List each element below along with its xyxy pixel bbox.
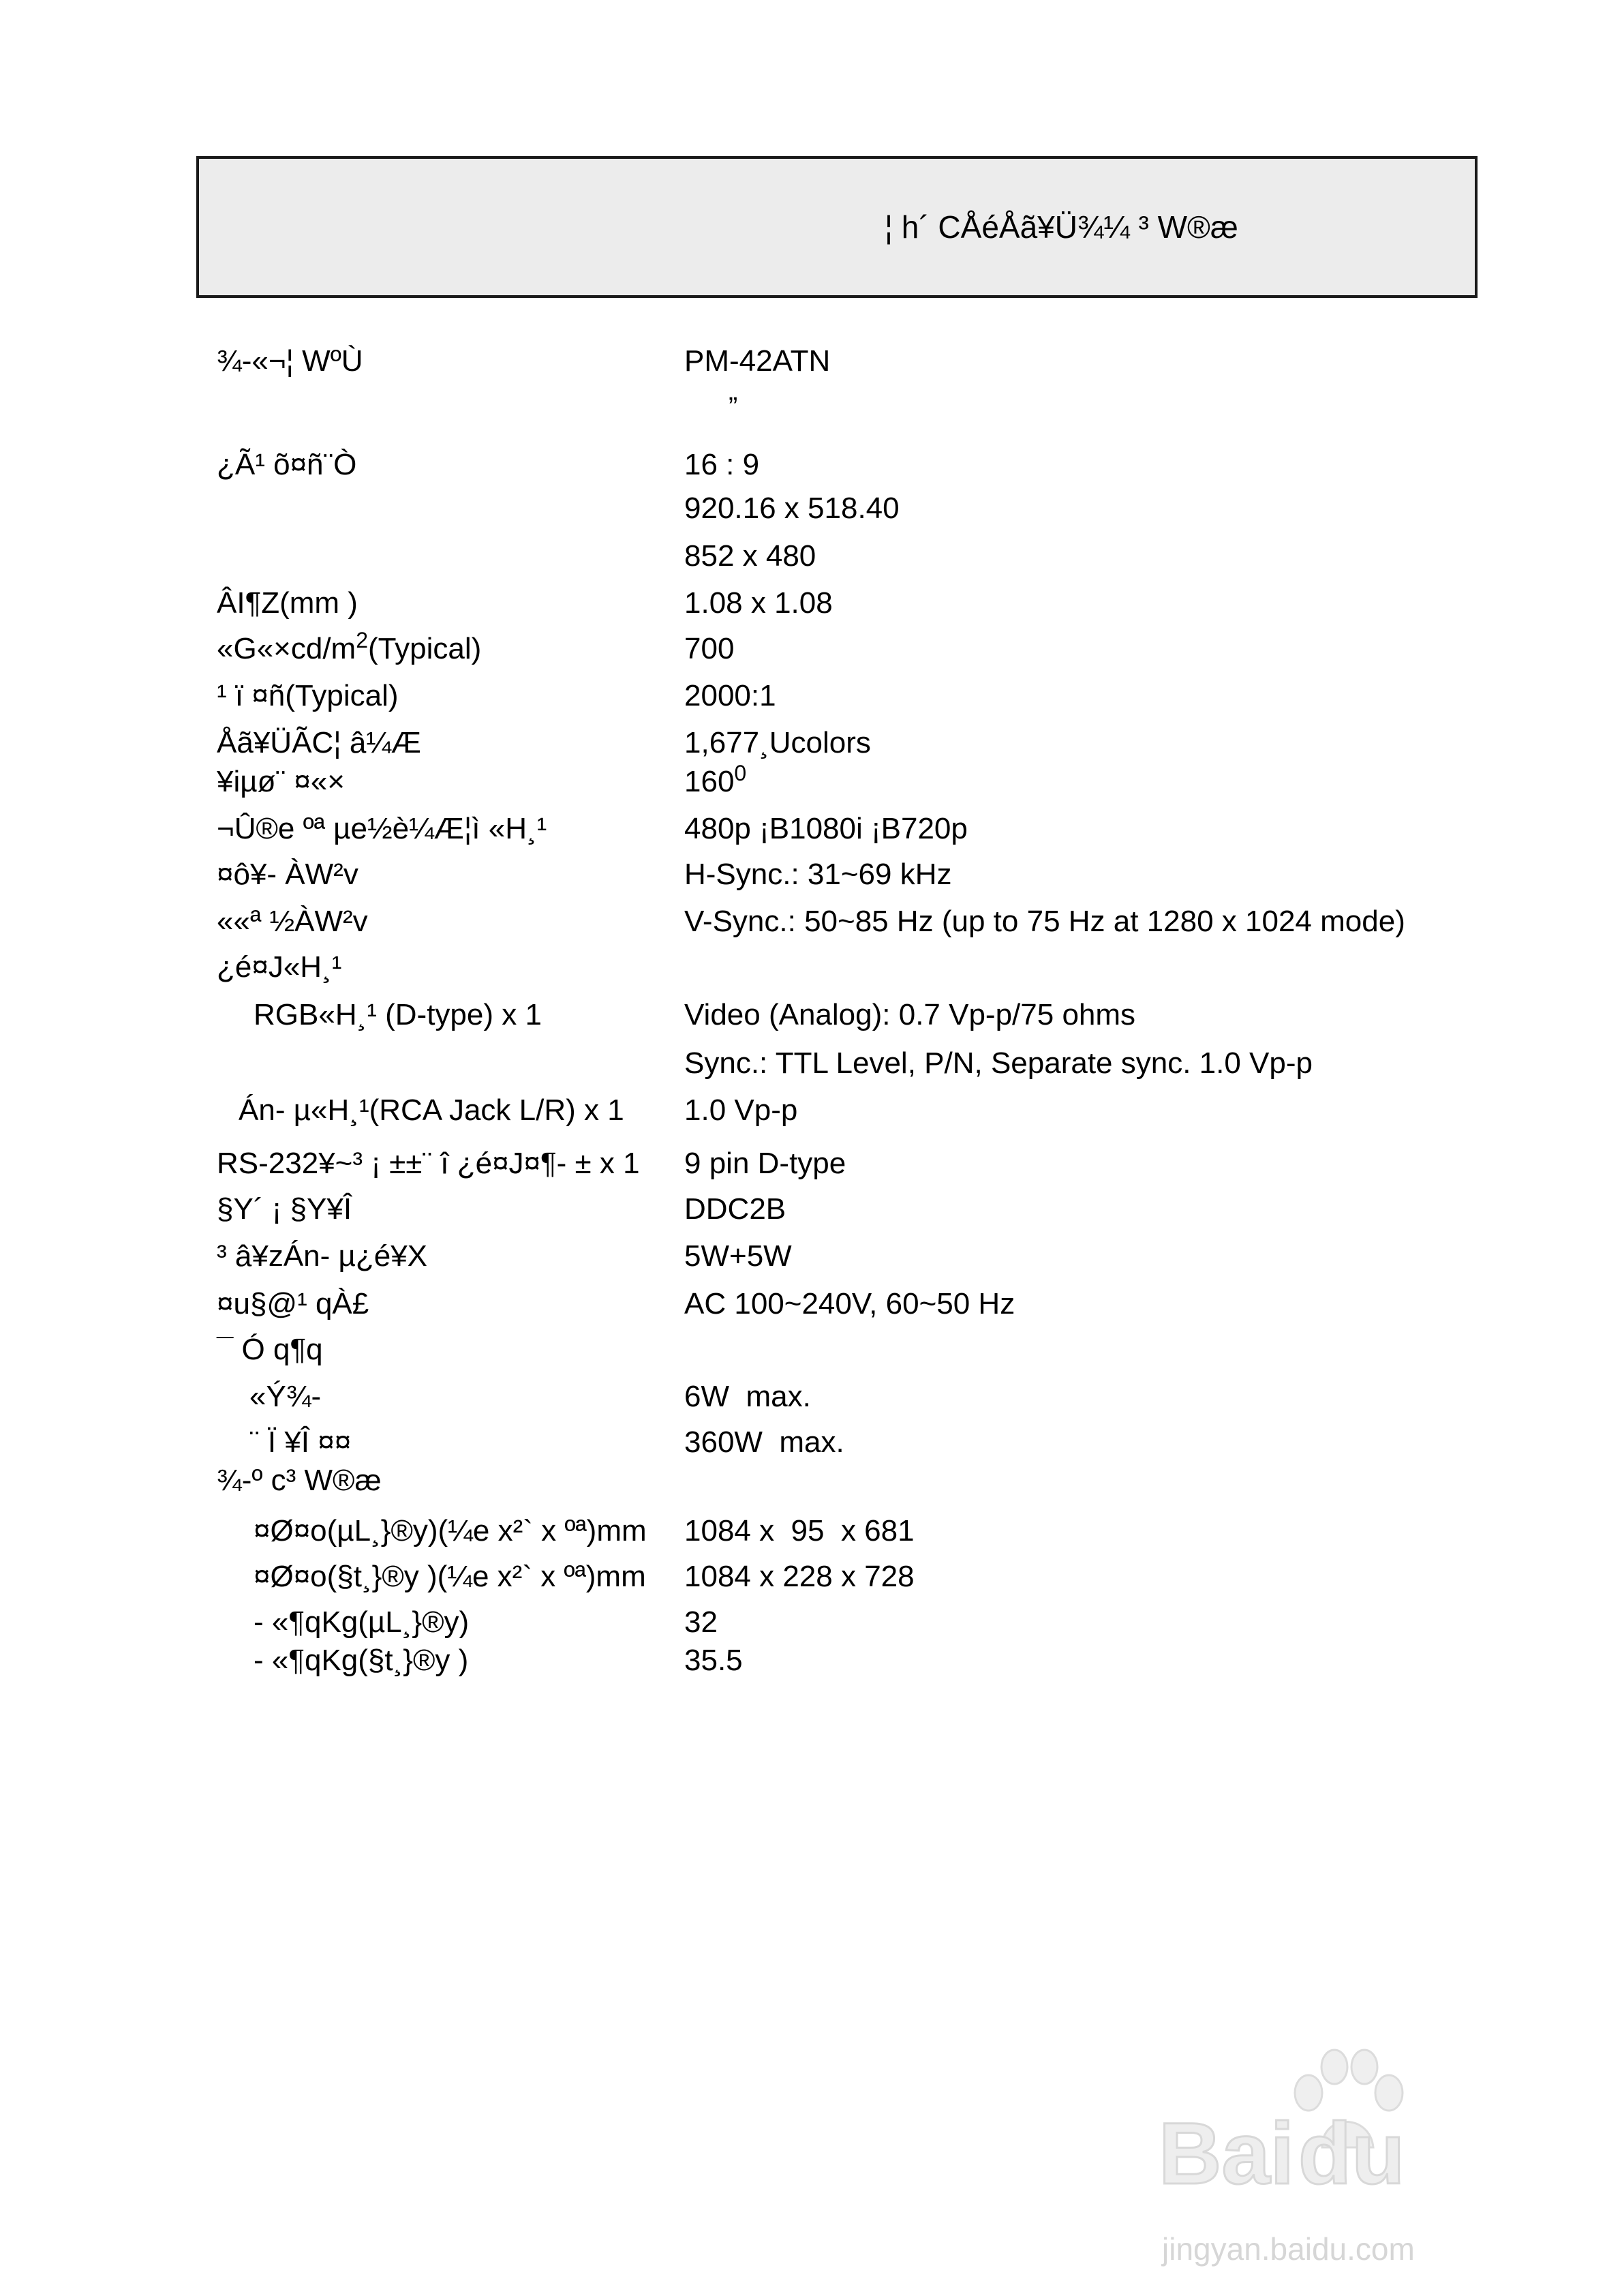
- spec-row: [0, 1643, 1622, 1678]
- spec-value: 1.0 Vp-p: [684, 1093, 798, 1127]
- spec-value: 5W+5W: [684, 1239, 792, 1273]
- spec-value: 1.08 x 1.08: [684, 586, 833, 620]
- spec-label: ¤Ø¤o(§t¸}®y )(¼e x²` x ºª)mm: [254, 1560, 646, 1593]
- watermark-url: jingyan.baidu.com: [1162, 2231, 1415, 2267]
- spec-row: [0, 1559, 1622, 1595]
- spec-value: 6W max.: [684, 1380, 811, 1413]
- spec-row: [0, 1046, 1622, 1081]
- spec-value: [684, 761, 747, 802]
- spec-row: [0, 857, 1622, 892]
- spec-label: ¬Û®e ºª µe½è¼Æ¦ì «H¸¹: [217, 812, 547, 845]
- spec-label: ««ª ½ÀW²v: [217, 905, 368, 938]
- spec-row: [0, 1379, 1622, 1415]
- spec-value: 1084 x 95 x 681: [684, 1514, 915, 1547]
- spec-label: ¤u§@¹ qÀ£: [217, 1287, 369, 1320]
- spec-label: Åã¥ÜÃC¦ â¼Æ: [217, 726, 422, 759]
- spec-row: [0, 586, 1622, 621]
- superscript: 0: [734, 761, 747, 785]
- page-title: ¦ h´ CÅéÅã¥Ü¾¼ ³ W®æ: [885, 209, 1238, 245]
- spec-row: [0, 725, 1622, 761]
- spec-value: Video (Analog): 0.7 Vp-p/75 ohms: [684, 998, 1136, 1031]
- spec-value: DDC2B: [684, 1192, 786, 1226]
- spec-label: - «¶qKg(§t¸}®y ): [254, 1644, 469, 1677]
- spec-row: [0, 904, 1622, 939]
- spec-row: [0, 1463, 1622, 1498]
- spec-value: 35.5: [684, 1644, 743, 1677]
- spec-label: ¹ ï ¤ñ(Typical): [217, 679, 399, 712]
- watermark-logo-du: du: [1298, 2105, 1405, 2203]
- spec-label: ¤ô¥- ÀW²v: [217, 858, 358, 891]
- spec-row: [0, 1146, 1622, 1181]
- spec-row: [0, 1513, 1622, 1549]
- spec-label: ³ â¥zÁn- µ¿é¥X: [217, 1239, 428, 1273]
- spec-row: [0, 1239, 1622, 1274]
- spec-row: [0, 997, 1622, 1033]
- spec-label: «Ý¾-: [249, 1380, 322, 1413]
- spec-label: - «¶qKg(µL¸}®y): [254, 1605, 470, 1639]
- spec-value: H-Sync.: 31~69 kHz: [684, 858, 952, 891]
- spec-label: RGB«H¸¹ (D-type) x 1: [254, 998, 542, 1031]
- spec-row: [0, 811, 1622, 847]
- spec-value-text: 160: [684, 765, 735, 798]
- spec-value: 16 : 9: [684, 448, 760, 481]
- spec-row: [0, 389, 1622, 425]
- spec-row: [0, 539, 1622, 574]
- spec-value: PM-42ATN: [684, 344, 831, 378]
- spec-value: 2000:1: [684, 679, 776, 712]
- spec-label: [217, 628, 482, 669]
- spec-value: 1084 x 228 x 728: [684, 1560, 915, 1593]
- spec-row: [0, 761, 1622, 800]
- spec-label: ¿Ã¹ õ¤ñ¨Ò: [217, 448, 357, 481]
- spec-label: §Y´ ¡ §Y¥Î: [217, 1192, 352, 1226]
- spec-row: [0, 1192, 1622, 1227]
- spec-label: ¯ Ó q¶q: [217, 1333, 323, 1366]
- spec-row: [0, 1425, 1622, 1460]
- model-mark: ”: [729, 392, 738, 422]
- spec-row: [0, 950, 1622, 985]
- spec-row: [0, 1605, 1622, 1640]
- spec-row: [0, 1093, 1622, 1128]
- spec-value: 852 x 480: [684, 539, 816, 573]
- spec-label: ¨ Ï ¥Î ¤¤: [249, 1425, 352, 1459]
- spec-value: 920.16 x 518.40: [684, 492, 900, 525]
- spec-row: [0, 628, 1622, 667]
- spec-value: V-Sync.: 50~85 Hz (up to 75 Hz at 1280 x 1024 mode): [684, 905, 1405, 938]
- spec-value: Sync.: TTL Level, P/N, Separate sync. 1.0 Vp-p: [684, 1046, 1313, 1080]
- spec-title-box: [196, 156, 1478, 298]
- spec-row: [0, 1332, 1622, 1368]
- spec-label: ÂI¶Z(mm ): [217, 586, 358, 620]
- spec-row: [0, 491, 1622, 526]
- spec-label: ¥iµø¨ ¤«×: [217, 765, 345, 798]
- spec-label-text: «G«×cd/m: [217, 632, 356, 665]
- spec-label: ¿é¤J«H¸¹: [217, 950, 342, 984]
- spec-value: 9 pin D-type: [684, 1147, 846, 1180]
- spec-row: [0, 678, 1622, 714]
- spec-value: AC 100~240V, 60~50 Hz: [684, 1287, 1015, 1320]
- spec-label: ¤Ø¤o(µL¸}®y)(¼e x²` x ºª)mm: [254, 1514, 647, 1547]
- spec-label: Án- µ«H¸¹(RCA Jack L/R) x 1: [239, 1093, 624, 1127]
- spec-row: [0, 344, 1622, 379]
- spec-value: 480p ¡B1080i ¡B720p: [684, 812, 968, 845]
- spec-label: ¾-«¬¦ WºÙ: [217, 344, 363, 378]
- spec-row: [0, 447, 1622, 483]
- spec-row: [0, 1286, 1622, 1322]
- spec-label: RS-232¥~³ ¡ ±±¨ î ¿é¤J¤¶- ± x 1: [217, 1147, 640, 1180]
- spec-label-text: (Typical): [368, 632, 482, 665]
- spec-value: 700: [684, 632, 735, 665]
- spec-label: ¾-º c³ W®æ: [217, 1464, 382, 1497]
- superscript: 2: [356, 628, 369, 652]
- watermark-logo-bai: Bai: [1159, 2105, 1295, 2203]
- spec-value: 1,677¸Ucolors: [684, 726, 871, 759]
- spec-value: 32: [684, 1605, 718, 1639]
- spec-value: 360W max.: [684, 1425, 844, 1459]
